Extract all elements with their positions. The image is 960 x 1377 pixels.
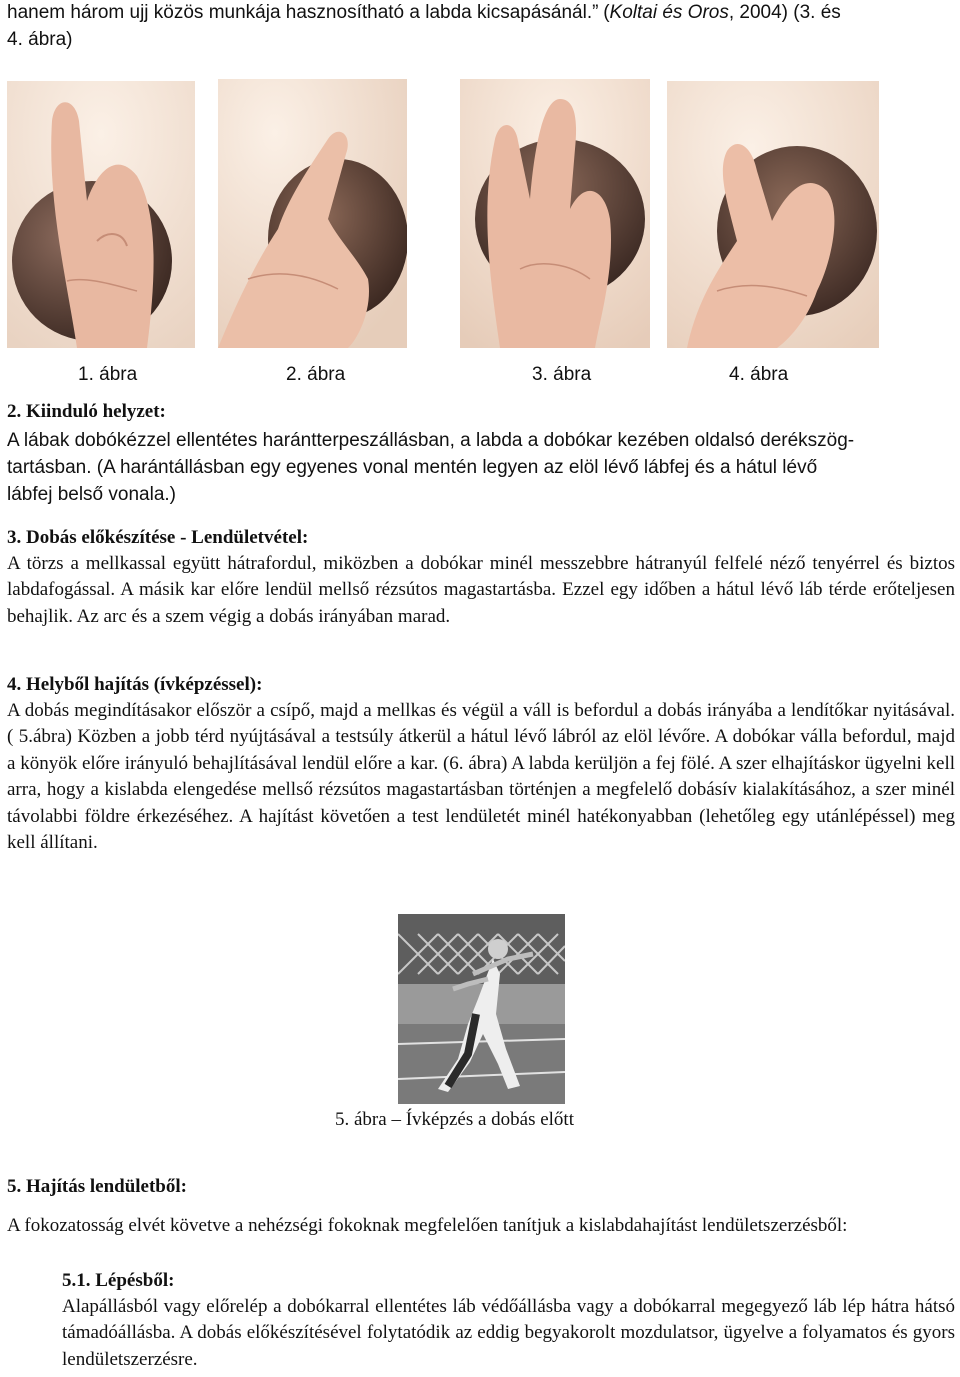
section-3-paragraph: A törzs a mellkassal együtt hátrafordul, miközben a dobókar minél messzebbre hátranyúl felfelé néző tenyérrel és biztos labdafogással. A másik kar előre lendül mellső rézsútos magastartásba. Ezzel egy időben a hátul lévő láb térde erőteljesen behajlik. Az arc és a szem végig a dobás irányában marad. [7,553,955,627]
section-5-1-paragraph: Alapállásból vagy előrelép a dobókarral ellentétes láb védőállásba vagy a dobókarral megegyező láb lép hátra hátsó támadóállásba. A dobás előkészítésével folytatódik az eddig begyakorolt mozdulatsor, ügyelve a folyamatos és gyors lendületszerzésre. [62,1296,955,1370]
figure-5-caption: 5. ábra – Ívképzés a dobás előtt [335,1109,574,1130]
figure-2-caption: 2. ábra [286,364,346,385]
section-5-1-body [62,1294,955,1373]
figure-3-photo [460,79,650,348]
citation-authors: Koltai és Oros [609,2,729,23]
intro-line-2: 4. ábra) [7,29,73,50]
section-5-paragraph: A fokozatosság elvét követve a nehézségi fokoknak megfelelően tanítjuk a kislabdahajítást lendületszerzésből: [7,1215,848,1236]
figure-5-photo [398,914,565,1104]
section-2-line-2-rest: (A harántállásban egy egyenes vonal mentén legyen az elöl lévő lábfej és a hátul lévő [91,457,818,478]
section-4-body [7,698,955,856]
section-3-heading: 3. Dobás előkészítése - Lendületvétel: [7,527,309,548]
figure-1-photo [7,81,195,348]
figure-2-photo [218,79,407,348]
figure-4-caption: 4. ábra [729,364,789,385]
intro-text: hanem három ujj közös munkája hasznosítható a labda kicsapásánál.” [7,2,599,23]
section-4-heading: 4. Helyből hajítás (ívképzéssel): [7,674,263,695]
figure-1-caption: 1. ábra [78,364,138,385]
intro-line-1: hanem három ujj közös munkája hasznosítható a labda kicsapásánál.” (Koltai és Oros, 2004) (3. és [7,2,841,23]
section-5-1-heading: 5.1. Lépésből: [62,1270,175,1291]
citation-year: , 2004) (3. és [728,2,841,23]
figure-4-photo [667,81,879,348]
section-5-heading: 5. Hajítás lendületből: [7,1176,187,1197]
figure-3-caption: 3. ábra [532,364,592,385]
section-2-line-2 [7,455,817,481]
section-2-line-3: lábfej belső vonala.) [7,484,176,505]
section-4-paragraph: A dobás megindításakor először a csípő, majd a mellkas és végül a váll is befordul a dobás irányába a lendítőkar nyitásával. ( 5.ábra) Közben a jobb térd nyújtásával a testsúly átkerül a hátul lévő lábról az elöl lévőre. A dobókar válla befordul, majd a könyök előre irányuló behajlításával lendül előre a kar. (6. ábra) A labda kerüljön a fej fölé. A szer elhajításkor ügyelni kell arra, hogy a kislabda elengedése mellső rézsútos magastartásban történjen a megfelelő dobásív kialakításához, a szer minél távolabbi földre érkezéséhez. A hajítást követően a test lendületét minél hatékonyabban (lehetőleg egy utánlépéssel) meg kell állítani. [7,700,955,854]
section-2-line-1: A lábak dobókézzel ellentétes harántterpeszállásban, a labda a dobókar kezében oldalsó derékszög- [7,430,855,451]
section-2-heading: 2. Kiinduló helyzet: [7,401,166,422]
section-3-body [7,551,955,630]
section-5-body [7,1213,955,1239]
section-2-line-2-start: tartásban. [7,457,92,478]
